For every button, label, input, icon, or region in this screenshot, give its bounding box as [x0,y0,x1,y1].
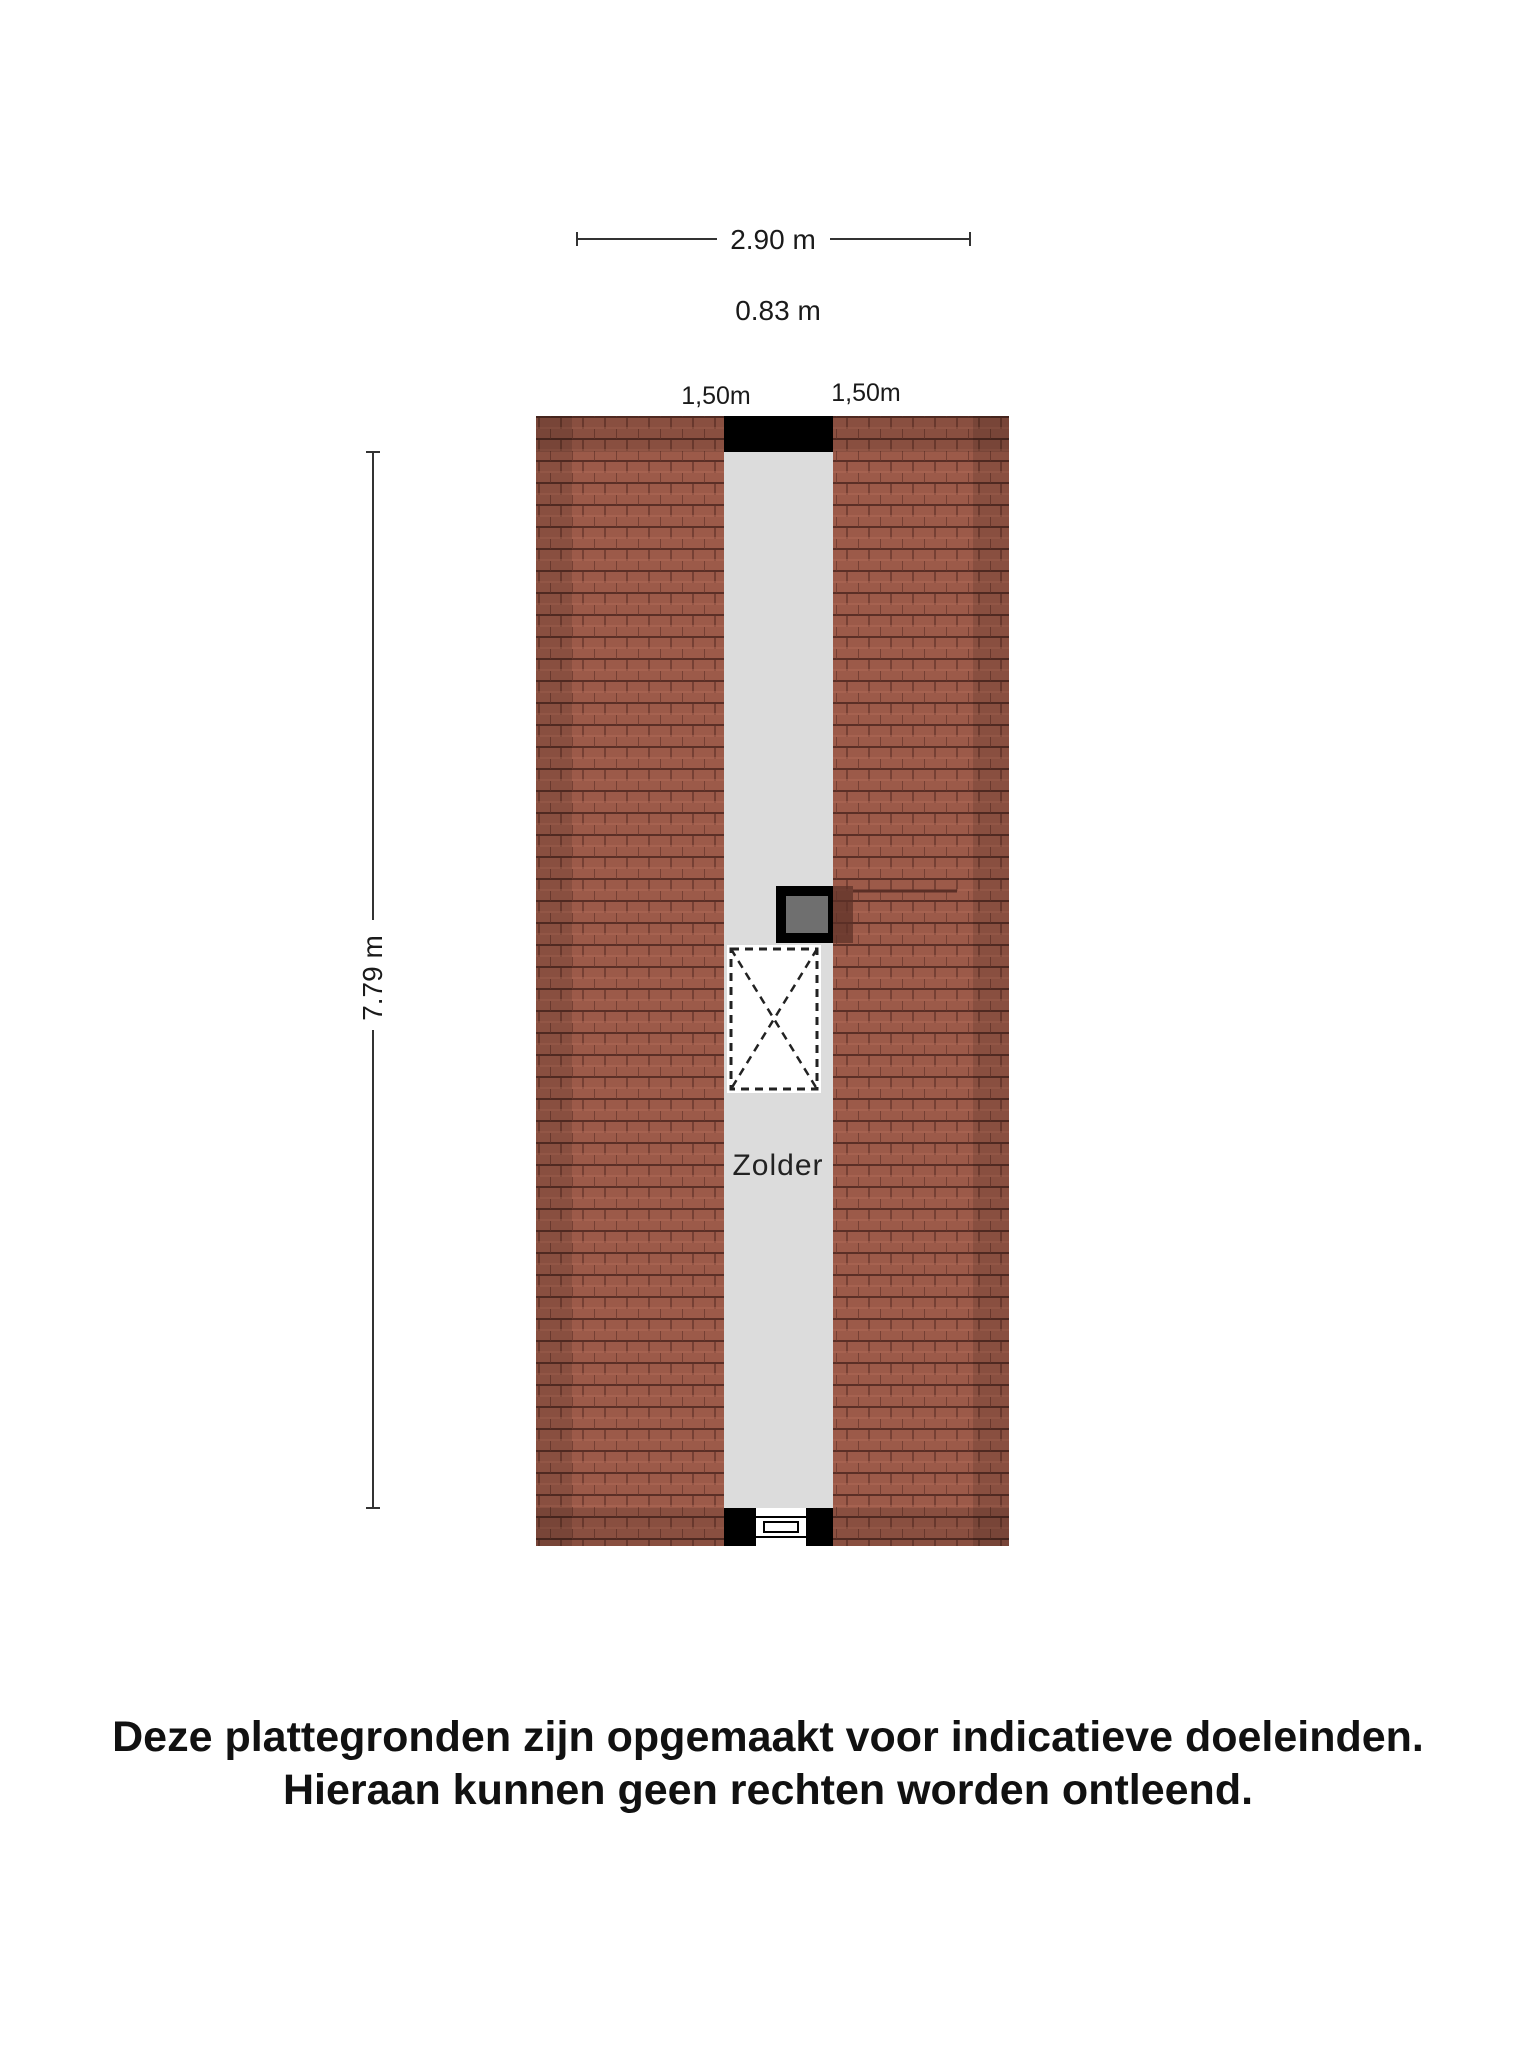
roof-right [833,416,1009,1546]
left-strip-label: 1,50m [681,382,751,410]
depth-label: 0.83 m [735,295,821,326]
right-strip-label: 1,50m [831,379,901,407]
room-label: Zolder [732,1149,824,1182]
height-label: 7.79 m [357,935,388,1021]
roof-left [536,416,724,1546]
attic-hatch [727,945,821,1093]
top-wall [724,416,833,452]
disclaimer-line-1: Deze plattegronden zijn opgemaakt voor indicatieve doeleinden. [112,1713,1424,1761]
bottom-window [724,1508,833,1546]
width-dimension [577,224,970,255]
height-dimension [357,452,388,1508]
disclaimer-line-2: Hieraan kunnen geen rechten worden ontleend. [282,1766,1254,1814]
width-label: 2.90 m [730,224,816,255]
